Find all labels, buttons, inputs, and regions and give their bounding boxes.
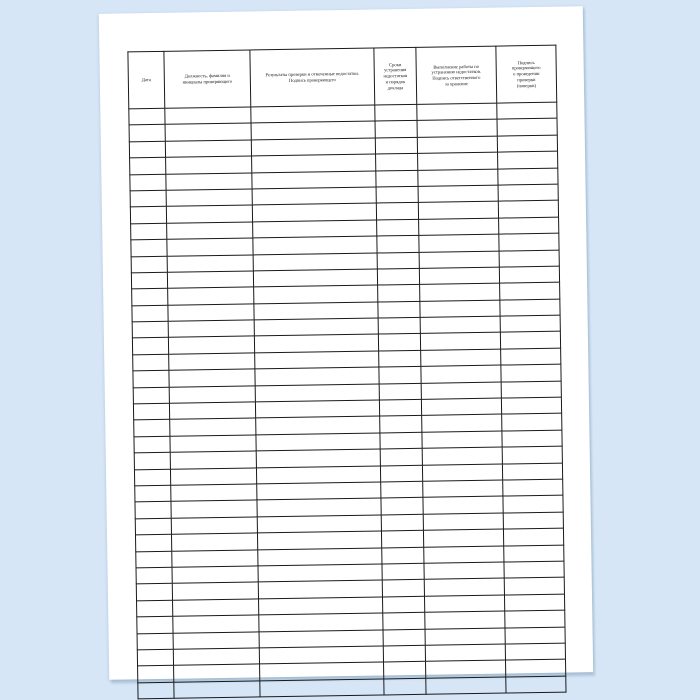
table-cell-execution[interactable] — [422, 414, 502, 432]
table-cell-date[interactable] — [132, 289, 168, 306]
table-cell-results[interactable] — [258, 564, 382, 582]
table-cell-inspector[interactable] — [170, 451, 256, 469]
table-cell-inspector[interactable] — [170, 468, 256, 486]
table-cell-terms[interactable] — [377, 235, 419, 252]
table-cell-terms[interactable] — [381, 481, 423, 498]
table-cell-signature[interactable] — [506, 659, 566, 676]
table-cell-results[interactable] — [254, 285, 378, 303]
table-cell-execution[interactable] — [420, 333, 500, 351]
table-cell-results[interactable] — [260, 662, 384, 680]
table-cell-date[interactable] — [133, 354, 169, 371]
table-cell-terms[interactable] — [380, 416, 422, 433]
table-cell-inspector[interactable] — [170, 418, 256, 436]
table-cell-execution[interactable] — [419, 218, 499, 236]
table-cell-signature[interactable] — [504, 561, 564, 578]
table-cell-signature[interactable] — [504, 545, 564, 562]
table-cell-execution[interactable] — [420, 283, 500, 301]
table-cell-inspector[interactable] — [168, 336, 254, 354]
table-cell-inspector[interactable] — [167, 238, 253, 256]
table-cell-inspector[interactable] — [166, 173, 252, 191]
table-cell-execution[interactable] — [424, 578, 504, 596]
table-cell-results[interactable] — [252, 154, 376, 172]
table-cell-execution[interactable] — [426, 677, 506, 695]
table-cell-inspector[interactable] — [169, 402, 255, 420]
table-cell-terms[interactable] — [375, 137, 417, 154]
column-header-terms-line-1: Сроки — [388, 61, 402, 67]
column-header-date — [128, 51, 165, 109]
table-cell-signature[interactable] — [502, 414, 562, 431]
column-header-results — [250, 48, 375, 107]
table-cell-inspector[interactable] — [173, 599, 259, 617]
table-cell-date[interactable] — [135, 534, 171, 551]
column-header-signature-line-4: проверки — [517, 76, 536, 83]
table-cell-inspector[interactable] — [171, 484, 257, 502]
table-cell-signature[interactable] — [503, 528, 563, 545]
table-cell-results[interactable] — [254, 302, 378, 320]
table-cell-inspector[interactable] — [167, 254, 253, 272]
table-cell-terms[interactable] — [383, 629, 425, 646]
table-cell-results[interactable] — [255, 384, 379, 402]
table-cell-inspector[interactable] — [171, 517, 257, 535]
table-cell-results[interactable] — [254, 334, 378, 352]
table-cell-terms[interactable] — [382, 596, 424, 613]
column-header-terms — [374, 47, 417, 105]
table-cell-signature[interactable] — [501, 364, 561, 381]
table-cell-terms[interactable] — [382, 580, 424, 597]
table-cell-signature[interactable] — [506, 676, 566, 693]
table-cell-terms[interactable] — [380, 465, 422, 482]
table-cell-date[interactable] — [129, 125, 165, 142]
column-header-terms-line-4: и порядок — [385, 78, 406, 85]
column-header-inspector — [164, 50, 251, 108]
table-cell-signature[interactable] — [502, 446, 562, 463]
table-cell-signature[interactable] — [498, 200, 558, 217]
table-cell-execution[interactable] — [424, 562, 504, 580]
table-cell-inspector[interactable] — [165, 140, 251, 158]
column-header-results-line-2: Подпись проверяющего — [288, 77, 336, 83]
column-header-execution-line-4: за хранение — [444, 80, 469, 87]
table-cell-execution[interactable] — [418, 152, 498, 170]
table-cell-results[interactable] — [259, 646, 383, 664]
table-cell-terms[interactable] — [383, 612, 425, 629]
table-cell-results[interactable] — [257, 531, 381, 549]
table-cell-terms[interactable] — [377, 268, 419, 285]
table-cell-signature[interactable] — [499, 233, 559, 250]
table-cell-terms[interactable] — [376, 186, 418, 203]
column-header-results-line-1: Результаты проверки и отмеченные недостатки. — [265, 71, 360, 78]
table-cell-execution[interactable] — [425, 611, 505, 629]
table-cell-execution[interactable] — [424, 595, 504, 613]
table-cell-execution[interactable] — [424, 546, 504, 564]
table-cell-date[interactable] — [134, 436, 170, 453]
table-cell-terms[interactable] — [379, 383, 421, 400]
table-cell-terms[interactable] — [378, 301, 420, 318]
table-cell-terms[interactable] — [382, 547, 424, 564]
table-cell-terms[interactable] — [375, 121, 417, 138]
table-cell-signature[interactable] — [503, 479, 563, 496]
table-cell-signature[interactable] — [505, 610, 565, 627]
table-cell-results[interactable] — [259, 629, 383, 647]
table-cell-signature[interactable] — [498, 184, 558, 201]
table-cell-signature[interactable] — [497, 135, 557, 152]
table-cell-inspector[interactable] — [168, 287, 254, 305]
table-cell-signature[interactable] — [501, 397, 561, 414]
table-cell-inspector[interactable] — [166, 205, 252, 223]
table-cell-inspector[interactable] — [165, 107, 251, 125]
table-cell-terms[interactable] — [377, 219, 419, 236]
table-cell-signature[interactable] — [500, 282, 560, 299]
table-cell-date[interactable] — [130, 207, 166, 224]
table-cell-signature[interactable] — [498, 151, 558, 168]
table-cell-results[interactable] — [255, 367, 379, 385]
table-cell-execution[interactable] — [422, 431, 502, 449]
column-header-terms-line-3: недостатков — [383, 73, 408, 79]
table-cell-signature[interactable] — [504, 594, 564, 611]
table-cell-terms[interactable] — [377, 252, 419, 269]
table-cell-execution[interactable] — [417, 136, 497, 154]
table-cell-inspector[interactable] — [172, 549, 258, 567]
table-cell-date[interactable] — [129, 108, 165, 125]
table-cell-terms[interactable] — [378, 334, 420, 351]
table-cell-terms[interactable] — [381, 514, 423, 531]
table-cell-signature[interactable] — [500, 332, 560, 349]
inspection-journal-table — [127, 45, 566, 700]
table-cell-terms[interactable] — [379, 350, 421, 367]
table-cell-results[interactable] — [259, 613, 383, 631]
table-cell-inspector[interactable] — [172, 566, 258, 584]
table-cell-execution[interactable] — [426, 660, 506, 678]
table-cell-signature[interactable] — [501, 381, 561, 398]
table-cell-signature[interactable] — [499, 217, 559, 234]
table-cell-execution[interactable] — [419, 251, 499, 269]
table-cell-results[interactable] — [251, 121, 375, 139]
table-cell-results[interactable] — [255, 351, 379, 369]
table-cell-date[interactable] — [134, 469, 170, 486]
table-cell-date[interactable] — [136, 567, 172, 584]
table-cell-results[interactable] — [256, 433, 380, 451]
table-cell-results[interactable] — [254, 318, 378, 336]
column-header-signature-line-1: Подпись — [517, 59, 535, 65]
table-cell-terms[interactable] — [376, 170, 418, 187]
table-cell-inspector[interactable] — [172, 582, 258, 600]
table-cell-results[interactable] — [260, 679, 384, 697]
table-cell-date[interactable] — [136, 551, 172, 568]
table-cell-execution[interactable] — [419, 267, 499, 285]
column-header-execution — [416, 46, 497, 104]
table-header — [128, 45, 557, 109]
table-cell-date[interactable] — [129, 141, 165, 158]
table-cell-inspector[interactable] — [168, 304, 254, 322]
table-header-row — [128, 45, 557, 109]
table-cell-signature[interactable] — [505, 627, 565, 644]
table-cell-date[interactable] — [132, 305, 168, 322]
table-cell-execution[interactable] — [423, 480, 503, 498]
table-cell-results[interactable] — [258, 580, 382, 598]
table-cell-terms[interactable] — [380, 432, 422, 449]
table-cell-date[interactable] — [134, 420, 170, 437]
table-cell-execution[interactable] — [423, 513, 503, 531]
table-cell-date[interactable] — [130, 174, 166, 191]
table-cell-inspector[interactable] — [174, 664, 260, 682]
table-cell-signature[interactable] — [498, 168, 558, 185]
table-cell-inspector[interactable] — [169, 386, 255, 404]
table-cell-date[interactable] — [136, 584, 172, 601]
column-header-date-line-1: Дата — [141, 77, 151, 83]
table-cell-inspector[interactable] — [173, 648, 259, 666]
table-cell-date[interactable] — [135, 502, 171, 519]
table-cell-inspector[interactable] — [173, 631, 259, 649]
table-cell-inspector[interactable] — [171, 500, 257, 518]
table-cell-execution[interactable] — [423, 529, 503, 547]
column-header-signature-line-2: проверяющего — [511, 65, 541, 71]
table-cell-execution[interactable] — [421, 349, 501, 367]
column-header-execution-line-3: Подпись ответственного — [432, 74, 481, 81]
table-cell-inspector[interactable] — [166, 189, 252, 207]
table-cell-inspector[interactable] — [170, 435, 256, 453]
table-cell-terms[interactable] — [380, 449, 422, 466]
document-page — [99, 6, 593, 680]
table-cell-inspector[interactable] — [169, 369, 255, 387]
table-cell-date[interactable] — [130, 157, 166, 174]
table-cell-results[interactable] — [253, 253, 377, 271]
table-cell-signature[interactable] — [505, 643, 565, 660]
table-cell-terms[interactable] — [378, 317, 420, 334]
table-cell-date[interactable] — [138, 666, 174, 683]
table-cell-results[interactable] — [259, 597, 383, 615]
column-header-execution-line-2: устранению недостатков. — [431, 69, 482, 75]
table-cell-execution[interactable] — [418, 185, 498, 203]
table-cell-terms[interactable] — [378, 285, 420, 302]
table-body — [129, 102, 566, 699]
table-cell-results[interactable] — [257, 515, 381, 533]
column-header-signature-line-5: (поверки) — [516, 82, 536, 88]
table-cell-date[interactable] — [137, 600, 173, 617]
table-cell-terms[interactable] — [379, 367, 421, 384]
table-cell-execution[interactable] — [421, 365, 501, 383]
table-cell-signature[interactable] — [503, 512, 563, 529]
table-cell-inspector[interactable] — [174, 681, 260, 699]
table-cell-inspector[interactable] — [169, 353, 255, 371]
table-cell-signature[interactable] — [499, 250, 559, 267]
table-cell-results[interactable] — [252, 203, 376, 221]
table-cell-date[interactable] — [134, 452, 170, 469]
table-cell-results[interactable] — [258, 548, 382, 566]
column-header-inspector-line-1: Должность, фамилия и — [184, 73, 230, 79]
table-cell-execution[interactable] — [421, 382, 501, 400]
table-cell-signature[interactable] — [497, 119, 557, 136]
table-cell-inspector[interactable] — [168, 320, 254, 338]
table-cell-results[interactable] — [257, 498, 381, 516]
table-cell-execution[interactable] — [420, 316, 500, 334]
table-cell-results[interactable] — [257, 482, 381, 500]
table-cell-execution[interactable] — [422, 464, 502, 482]
table-cell-signature[interactable] — [503, 495, 563, 512]
column-header-inspector-line-2: инициалы проверяющего — [182, 78, 233, 85]
table-cell-results[interactable] — [252, 187, 376, 205]
table-cell-inspector[interactable] — [166, 156, 252, 174]
table-cell-inspector[interactable] — [171, 533, 257, 551]
column-header-signature-line-3: о проведении — [513, 71, 540, 77]
table-cell-date[interactable] — [133, 387, 169, 404]
table-cell-inspector[interactable] — [165, 123, 251, 141]
table-cell-inspector[interactable] — [167, 271, 253, 289]
column-header-terms-line-5: доклада — [387, 84, 404, 90]
table-cell-results[interactable] — [252, 171, 376, 189]
table-cell-results[interactable] — [253, 220, 377, 238]
table-cell-results[interactable] — [256, 416, 380, 434]
table-cell-date[interactable] — [131, 239, 167, 256]
table-cell-results[interactable] — [256, 449, 380, 467]
table-cell-execution[interactable] — [418, 169, 498, 187]
table-cell-results[interactable] — [255, 400, 379, 418]
table-cell-execution[interactable] — [422, 447, 502, 465]
table-cell-signature[interactable] — [501, 348, 561, 365]
table-cell-date[interactable] — [133, 403, 169, 420]
table-cell-date[interactable] — [137, 649, 173, 666]
table-cell-inspector[interactable] — [167, 222, 253, 240]
table-cell-execution[interactable] — [417, 119, 497, 137]
table-cell-terms[interactable] — [376, 203, 418, 220]
table-cell-inspector[interactable] — [173, 615, 259, 633]
table-cell-results[interactable] — [253, 236, 377, 254]
column-header-terms-line-2: устранения — [384, 67, 407, 73]
table-cell-date[interactable] — [133, 371, 169, 388]
table-cell-terms[interactable] — [381, 530, 423, 547]
table-cell-date[interactable] — [131, 223, 167, 240]
table-cell-execution[interactable] — [425, 644, 505, 662]
table-cell-execution[interactable] — [421, 398, 501, 416]
table-cell-results[interactable] — [253, 269, 377, 287]
column-header-signature — [496, 45, 557, 103]
table-cell-date[interactable] — [138, 682, 174, 699]
table-cell-execution[interactable] — [418, 201, 498, 219]
table-cell-date[interactable] — [131, 272, 167, 289]
table-cell-signature[interactable] — [497, 102, 557, 119]
table-cell-terms[interactable] — [379, 399, 421, 416]
table-cell-terms[interactable] — [382, 563, 424, 580]
table-cell-signature[interactable] — [504, 577, 564, 594]
table-cell-execution[interactable] — [425, 628, 505, 646]
table-cell-signature[interactable] — [499, 266, 559, 283]
table-cell-signature[interactable] — [500, 299, 560, 316]
table-cell-date[interactable] — [131, 256, 167, 273]
table-cell-date[interactable] — [137, 616, 173, 633]
table-cell-execution[interactable] — [420, 300, 500, 318]
table-cell-date[interactable] — [130, 190, 166, 207]
table-cell-terms[interactable] — [381, 498, 423, 515]
table-cell-results[interactable] — [256, 466, 380, 484]
journal-sheet — [127, 45, 564, 640]
table-cell-date[interactable] — [135, 518, 171, 535]
table-cell-date[interactable] — [135, 485, 171, 502]
table-cell-terms[interactable] — [384, 678, 426, 695]
table-cell-terms[interactable] — [375, 104, 417, 121]
table-cell-terms[interactable] — [376, 154, 418, 171]
table-cell-execution[interactable] — [419, 234, 499, 252]
table-cell-execution[interactable] — [423, 496, 503, 514]
table-cell-signature[interactable] — [502, 430, 562, 447]
table-cell-date[interactable] — [132, 338, 168, 355]
table-cell-signature[interactable] — [500, 315, 560, 332]
table-cell-date[interactable] — [137, 633, 173, 650]
table-cell-signature[interactable] — [502, 463, 562, 480]
table-cell-date[interactable] — [132, 321, 168, 338]
column-header-execution-line-1: Выполнение работы по — [433, 63, 480, 70]
table-cell-terms[interactable] — [384, 662, 426, 679]
table-cell-results[interactable] — [251, 105, 375, 123]
table-cell-execution[interactable] — [417, 103, 497, 121]
table-cell-results[interactable] — [251, 138, 375, 156]
table-cell-terms[interactable] — [383, 645, 425, 662]
